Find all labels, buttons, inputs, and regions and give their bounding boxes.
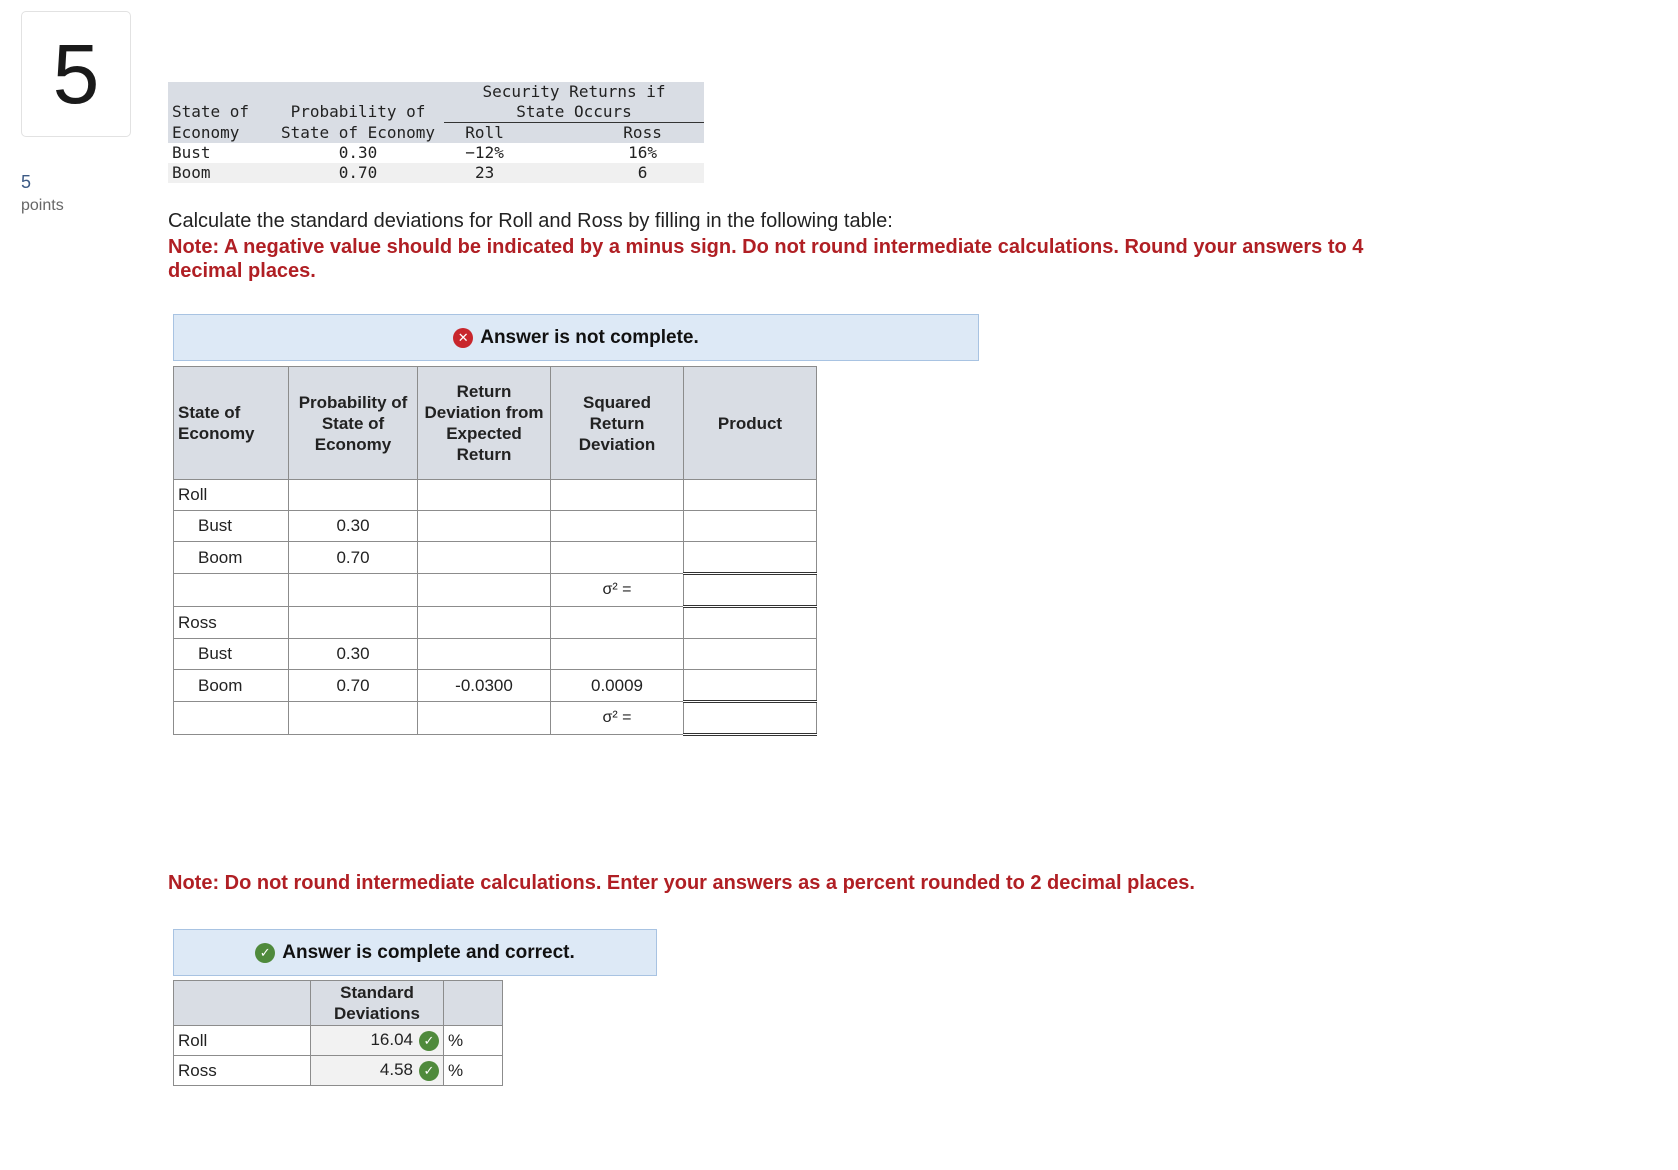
check-circle-icon: ✓	[255, 943, 275, 963]
header-return-deviation: Return Deviation from Expected Return	[418, 367, 551, 480]
points-value: 5	[21, 172, 32, 192]
roll-bust-state: Bust	[174, 511, 289, 542]
header-standard-deviations: Standard Deviations	[311, 981, 444, 1026]
state-header-line1: State of	[168, 102, 272, 123]
prob-header-line2: State of Economy	[272, 123, 444, 144]
table-row	[174, 670, 817, 702]
table-row	[174, 607, 817, 639]
roll-boom-state: Boom	[174, 542, 289, 574]
question-prompt: Calculate the standard deviations for Roll and Ross by filling in the following table:	[168, 210, 893, 232]
table-row	[174, 1056, 503, 1086]
ross-bust-prob: 0.30	[289, 639, 418, 670]
roll-boom-product-input[interactable]	[684, 542, 817, 574]
ross-bust-state: Bust	[174, 639, 289, 670]
sd-roll-unit: %	[444, 1026, 503, 1056]
x-circle-icon: ✕	[453, 328, 473, 348]
table-row	[174, 574, 817, 607]
answer-status-banner-correct	[173, 929, 657, 976]
banner-correct-text: Answer is complete and correct.	[282, 941, 575, 963]
ross-boom-squared-input[interactable]: 0.0009	[551, 670, 684, 702]
banner-incomplete-text: Answer is not complete.	[480, 326, 699, 348]
sd-ross-label: Ross	[174, 1056, 311, 1086]
roll-bust-squared-input[interactable]	[551, 511, 684, 542]
table-row	[174, 480, 817, 511]
note-rounding-4: Note: A negative value should be indicated by a minus sign. Do not round intermediate calculations. Round your answers to 4 decimal places.	[168, 236, 1364, 282]
table-row	[174, 1026, 503, 1056]
prob-header-line1: Probability of	[272, 102, 444, 123]
ross-variance-label: σ² =	[551, 702, 684, 735]
table-row	[174, 542, 817, 574]
answer-status-banner-incomplete	[173, 314, 979, 361]
returns-header-line1: Security Returns if	[444, 82, 704, 102]
sd-ross-value: 4.58	[379, 1060, 413, 1080]
std-deviation-table	[173, 980, 503, 1086]
roll-header: Roll	[444, 123, 525, 144]
check-circle-icon: ✓	[419, 1061, 439, 1081]
roll-boom-prob: 0.70	[289, 542, 418, 574]
header-squared-deviation: Squared Return Deviation	[551, 367, 684, 480]
sd-roll-value: 16.04	[370, 1030, 413, 1050]
roll-variance-input[interactable]	[684, 574, 817, 607]
header-product: Product	[684, 367, 817, 480]
given-state-boom: Boom	[168, 163, 272, 183]
given-prob-bust: 0.30	[338, 143, 378, 162]
calculation-table	[173, 366, 817, 736]
ross-bust-product-input[interactable]	[684, 639, 817, 670]
roll-bust-product-input[interactable]	[684, 511, 817, 542]
roll-bust-deviation-input[interactable]	[418, 511, 551, 542]
given-ross-bust: 16%	[628, 143, 658, 162]
given-roll-boom: 23	[444, 163, 525, 183]
given-data-table	[168, 82, 704, 184]
given-ross-boom: 6	[525, 163, 704, 183]
table-row	[174, 511, 817, 542]
header-probability: Probability of State of Economy	[289, 367, 418, 480]
ross-section-label: Ross	[174, 607, 289, 639]
roll-boom-deviation-input[interactable]	[418, 542, 551, 574]
roll-boom-squared-input[interactable]	[551, 542, 684, 574]
sd-roll-label: Roll	[174, 1026, 311, 1056]
state-header-line2: Economy	[168, 123, 272, 144]
question-number	[21, 11, 131, 137]
sd-ross-unit: %	[444, 1056, 503, 1086]
ross-bust-squared-input[interactable]	[551, 639, 684, 670]
ross-bust-deviation-input[interactable]	[418, 639, 551, 670]
points-label: points	[21, 197, 64, 214]
roll-variance-label: σ² =	[551, 574, 684, 607]
ross-boom-deviation-input[interactable]: -0.0300	[418, 670, 551, 702]
given-state-bust: Bust	[172, 143, 211, 162]
ross-header: Ross	[525, 123, 704, 144]
header-state: State of Economy	[174, 367, 289, 480]
note-percent-rounding: Note: Do not round intermediate calculations. Enter your answers as a percent rounded to 2 decimal places.	[168, 872, 1195, 894]
check-circle-icon: ✓	[419, 1031, 439, 1051]
ross-boom-prob: 0.70	[289, 670, 418, 702]
sd-ross-input[interactable]	[311, 1056, 444, 1086]
ross-variance-input[interactable]	[684, 702, 817, 735]
table-row	[174, 639, 817, 670]
question-number-text: 5	[52, 26, 100, 121]
returns-header-line2: State Occurs	[444, 102, 704, 123]
given-prob-boom: 0.70	[272, 163, 444, 183]
given-roll-bust: −12%	[465, 143, 504, 162]
roll-section-label: Roll	[174, 480, 289, 511]
ross-boom-product-input[interactable]	[684, 670, 817, 702]
roll-bust-prob: 0.30	[289, 511, 418, 542]
ross-boom-state: Boom	[174, 670, 289, 702]
table-row	[174, 702, 817, 735]
sd-roll-input[interactable]	[311, 1026, 444, 1056]
